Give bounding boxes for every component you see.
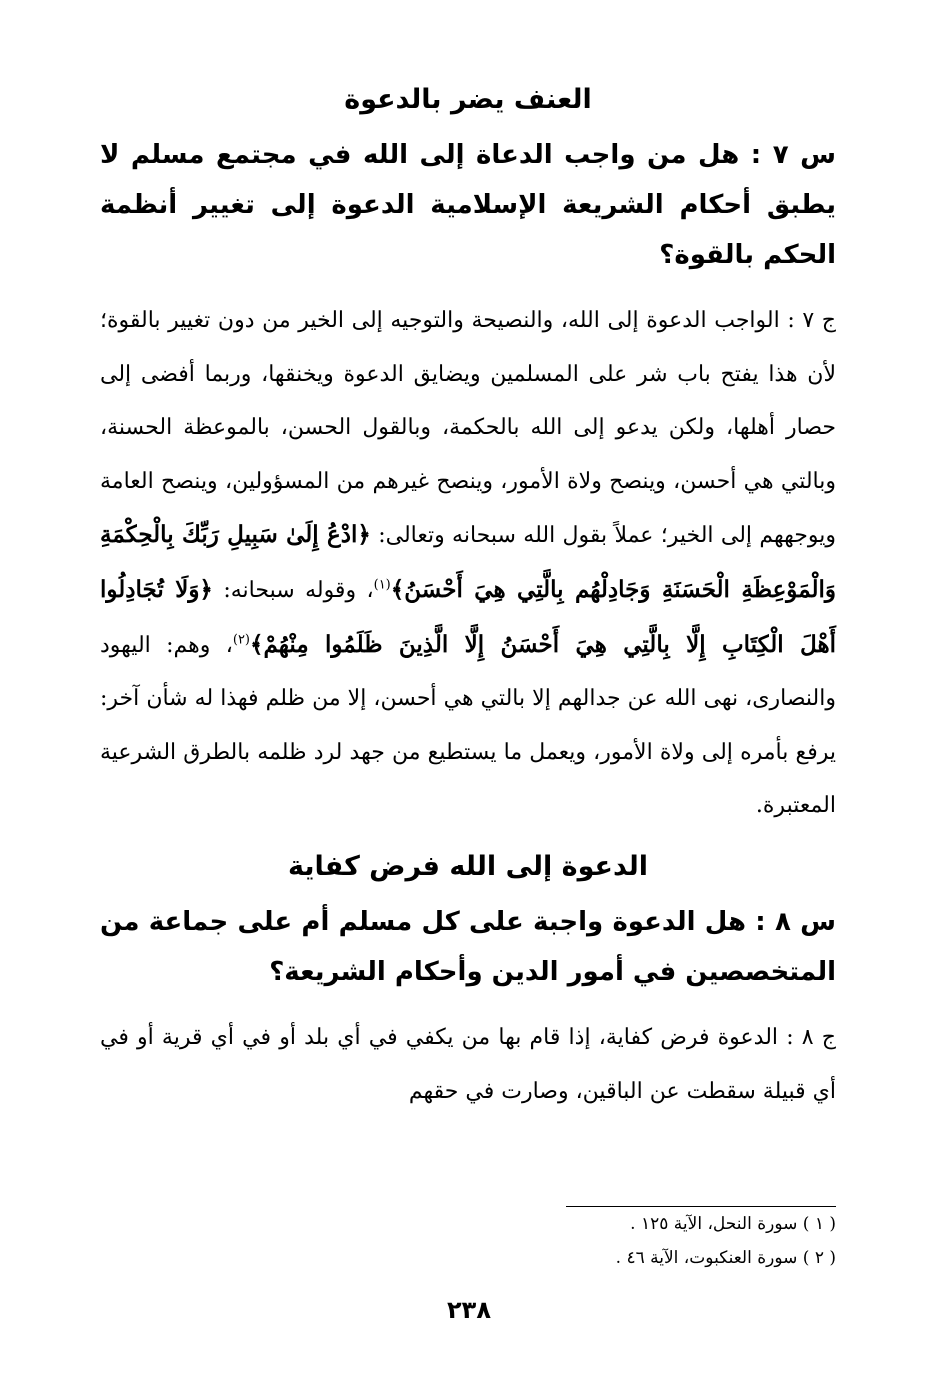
answer-7-part3: ، وهم: اليهود والنصارى، نهى الله عن جدالهم إلا بالتي هي أحسن، إلا من ظلم فهذا له شأن آخر: يرفع بأمره إلى ولاة الأمور، ويعمل ما يستطيع من جهد لرد ظلمه بالطرق الشرعية المعتبرة. [100, 632, 836, 819]
section-heading-dawah-duty: الدعوة إلى الله فرض كفاية [288, 850, 648, 882]
page-number: ٢٣٨ [447, 1296, 491, 1324]
answer-7 [100, 294, 836, 833]
footnote-1: ( ١ ) سورة النحل، الآية ١٢٥ . [630, 1214, 836, 1234]
answer-8: ج ٨ : الدعوة فرض كفاية، إذا قام بها من يكفي في أي بلد أو في أي قرية أو في أي قبيلة سقطت عن الباقين، وصارت في حقهم [100, 1024, 836, 1104]
answer-7-part2: ، وقوله سبحانه: [223, 577, 374, 603]
answer-7-part1: ج ٧ : الواجب الدعوة إلى الله، والنصيحة والتوجيه إلى الخير من دون تغيير بالقوة؛ لأن هذا يفتح باب شر على المسلمين ويضايق الدعوة ويخنقها، وربما أفضى إلى حصار أهلها، ولكن يدعو إلى الله بالحكمة، وبالقول الحسن، بالموعظة الحسنة، وبالتي هي أحسن، وينصح ولاة الأمور، وينصح غيرهم من المسؤولين، وينصح العامة ويوجههم إلى الخير؛ عملاً بقول الله سبحانه وتعالى: [100, 308, 836, 549]
footnotes [100, 1206, 836, 1275]
section-heading-violence: العنف يضر بالدعوة [344, 84, 592, 115]
quran-verse-1: ﴿ادْعُ إِلَىٰ سَبِيلِ رَبِّكَ بِالْحِكْمَةِ وَالْمَوْعِظَةِ الْحَسَنَةِ وَجَادِلْهُم بِالَّتِي هِيَ أَحْسَنُ﴾ [100, 521, 836, 603]
question-8: س ٨ : هل الدعوة واجبة على كل مسلم أم على جماعة من المتخصصين في أمور الدين وأحكام الشريعة؟ [100, 906, 836, 987]
footnote-ref-1: (١) [373, 577, 391, 593]
footnote-ref-2: (٢) [232, 632, 250, 648]
footnote-2: ( ٢ ) سورة العنكبوت، الآية ٤٦ . [615, 1248, 836, 1268]
quran-verse-2: ﴿وَلَا تُجَادِلُوا أَهْلَ الْكِتَابِ إِلَّا بِالَّتِي هِيَ أَحْسَنُ إِلَّا الَّذِينَ ظَلَمُوا مِنْهُمْ﴾ [100, 575, 836, 658]
question-7: س ٧ : هل من واجب الدعاة إلى الله في مجتمع مسلم لا يطبق أحكام الشريعة الإسلامية الدعوة إلى تغيير أنظمة الحكم بالقوة؟ [100, 140, 836, 270]
page-body [100, 80, 836, 1118]
